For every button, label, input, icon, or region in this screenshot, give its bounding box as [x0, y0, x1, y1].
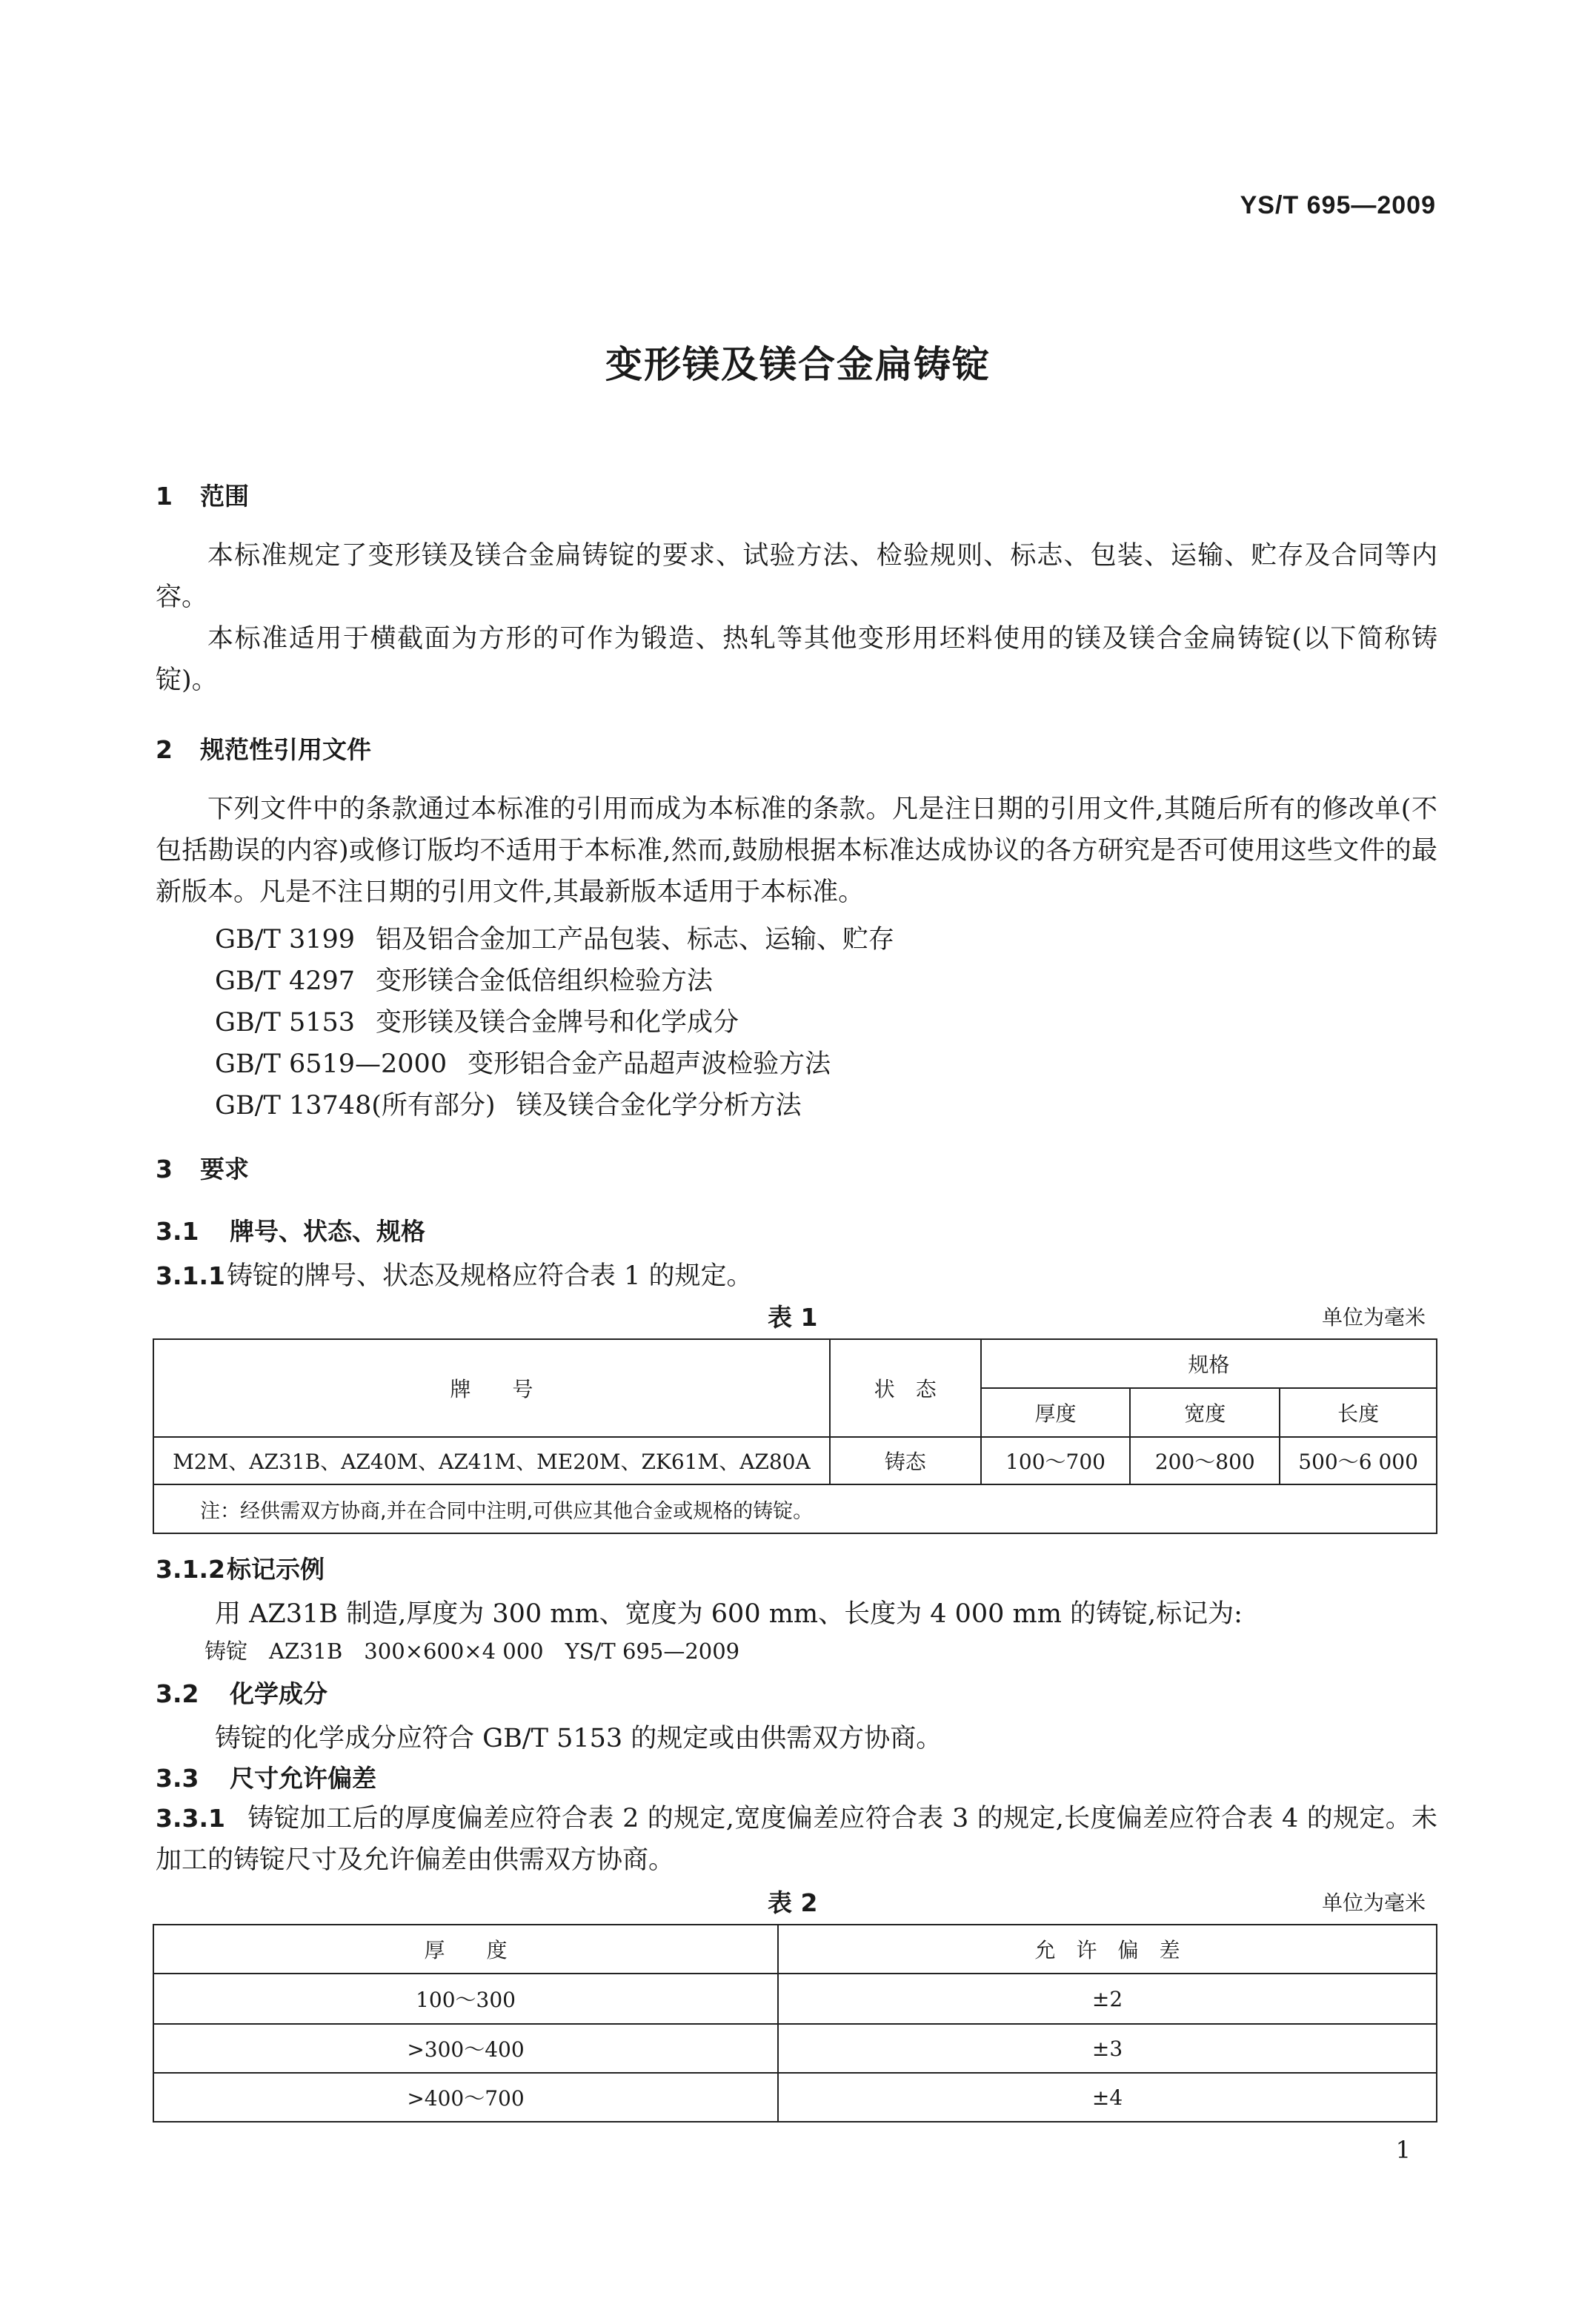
reference-code: GB/T 4297: [215, 966, 356, 996]
document-title: 变形镁及镁合金扁铸锭: [605, 343, 991, 386]
table-row: [153, 1974, 1437, 2024]
section-title: 规范性引用文件: [200, 735, 371, 764]
clause-3-1-1: [156, 1255, 753, 1292]
table-2: [153, 1924, 1437, 2123]
cell-width: 200～800: [1130, 1437, 1280, 1484]
reference-code: GB/T 3199: [215, 925, 356, 955]
standard-code: YS/T 695—2009: [1240, 191, 1436, 219]
clause-text: 铸锭的牌号、状态及规格应符合表 1 的规定。: [227, 1261, 753, 1291]
reference-item: [215, 1002, 739, 1039]
table-row: [153, 2024, 1437, 2073]
section-number: 1: [156, 482, 173, 511]
section-number: 3.1: [156, 1217, 199, 1246]
table-row: [153, 1437, 1437, 1484]
section-2-paragraph: 下列文件中的条款通过本标准的引用而成为本标准的条款。凡是注日期的引用文件,其随后所有的修改单(不包括勘误的内容)或修订版均不适用于本标准,然而,鼓励根据本标准达成协议的各方研究是否可使用这些文件的最新版本。凡是不注日期的引用文件,其最新版本适用于本标准。: [156, 794, 1437, 907]
section-title: 要求: [200, 1155, 249, 1184]
section-number: 3.3: [156, 1764, 199, 1793]
clause-title: 标记示例: [227, 1555, 325, 1584]
clause-number: 3.1.2: [156, 1555, 225, 1584]
clause-text: 铸锭加工后的厚度偏差应符合表 2 的规定,宽度偏差应符合表 3 的规定,长度偏差应符合表 4 的规定。未加工的铸锭尺寸及允许偏差由供需双方协商。: [156, 1804, 1437, 1875]
table-1-caption: 表 1: [768, 1303, 818, 1332]
clause-3-2-text: 铸锭的化学成分应符合 GB/T 5153 的规定或由供需双方协商。: [215, 1724, 942, 1753]
clause-3-1-2-text: 用 AZ31B 制造,厚度为 300 mm、宽度为 600 mm、长度为 4 000 mm 的铸锭,标记为:: [215, 1599, 1243, 1629]
section-3-3-heading: [156, 1759, 376, 1794]
section-3-2-heading: [156, 1675, 327, 1710]
page-number: 1: [1395, 2136, 1411, 2164]
table-1-note: 注：经供需双方协商,并在合同中注明,可供应其他合金或规格的铸锭。: [153, 1484, 1437, 1533]
reference-item: [215, 1085, 802, 1122]
cell-tolerance: ±3: [778, 2024, 1437, 2073]
table-2-caption: 表 2: [768, 1888, 818, 1917]
section-title: 化学成分: [230, 1679, 327, 1708]
reference-item: [215, 919, 894, 956]
reference-title: 变形镁合金低倍组织检验方法: [376, 966, 714, 996]
table-header-width: 宽度: [1130, 1388, 1280, 1437]
reference-title: 变形镁及镁合金牌号和化学成分: [376, 1008, 739, 1038]
section-1-paragraph-2: 本标准适用于横截面为方形的可作为锻造、热轧等其他变形用坯料使用的镁及镁合金扁铸锭(以下简称铸锭)。: [156, 624, 1437, 695]
table-header-length: 长度: [1280, 1388, 1437, 1437]
cell-state: 铸态: [830, 1437, 981, 1484]
table-header-tolerance: 允 许 偏 差: [778, 1925, 1437, 1974]
cell-tolerance: ±4: [778, 2073, 1437, 2122]
reference-code: GB/T 13748(所有部分): [215, 1091, 496, 1121]
cell-thickness: 100～300: [153, 1974, 778, 2024]
cell-thickness: >300～400: [153, 2024, 778, 2073]
section-2-heading: [156, 731, 371, 766]
reference-code: GB/T 6519—2000: [215, 1049, 448, 1079]
marking-example: 铸锭 AZ31B 300×600×4 000 YS/T 695—2009: [205, 1639, 740, 1664]
section-1-paragraph-1: 本标准规定了变形镁及镁合金扁铸锭的要求、试验方法、检验规则、标志、包装、运输、贮存及合同等内容。: [156, 541, 1437, 612]
clause-number: 3.1.1: [156, 1261, 225, 1290]
reference-title: 变形铝合金产品超声波检验方法: [468, 1049, 831, 1079]
table-row: [153, 2073, 1437, 2122]
section-title: 牌号、状态、规格: [230, 1217, 425, 1246]
clause-3-1-2-heading: [156, 1550, 325, 1585]
section-3-1-heading: [156, 1212, 425, 1247]
section-1-heading: [156, 477, 249, 512]
table-header-thickness: 厚度: [981, 1388, 1131, 1437]
section-title: 尺寸允许偏差: [230, 1764, 376, 1793]
reference-title: 铝及铝合金加工产品包装、标志、运输、贮存: [376, 925, 895, 955]
reference-item: [215, 1043, 831, 1081]
cell-grade: M2M、AZ31B、AZ40M、AZ41M、ME20M、ZK61M、AZ80A: [153, 1437, 830, 1484]
reference-item: [215, 960, 713, 998]
section-3-heading: [156, 1150, 249, 1185]
section-number: 3.2: [156, 1679, 199, 1708]
section-number: 2: [156, 735, 173, 764]
table-header-thickness: 厚 度: [153, 1925, 778, 1974]
cell-tolerance: ±2: [778, 1974, 1437, 2024]
table-header-spec: 规格: [981, 1339, 1437, 1388]
table-header-state: 状 态: [830, 1339, 981, 1437]
section-title: 范围: [200, 482, 249, 511]
cell-length: 500～6 000: [1280, 1437, 1437, 1484]
table-2-unit: 单位为毫米: [1321, 1891, 1426, 1915]
table-1-unit: 单位为毫米: [1321, 1305, 1426, 1330]
clause-number: 3.3.1: [156, 1804, 225, 1833]
clause-3-3-1: [156, 1798, 1437, 1881]
cell-thickness: >400～700: [153, 2073, 778, 2122]
table-1: [153, 1338, 1437, 1534]
reference-code: GB/T 5153: [215, 1008, 356, 1038]
section-number: 3: [156, 1155, 173, 1184]
reference-title: 镁及镁合金化学分析方法: [516, 1091, 802, 1121]
cell-thickness: 100～700: [981, 1437, 1131, 1484]
table-header-grade: 牌 号: [153, 1339, 830, 1437]
